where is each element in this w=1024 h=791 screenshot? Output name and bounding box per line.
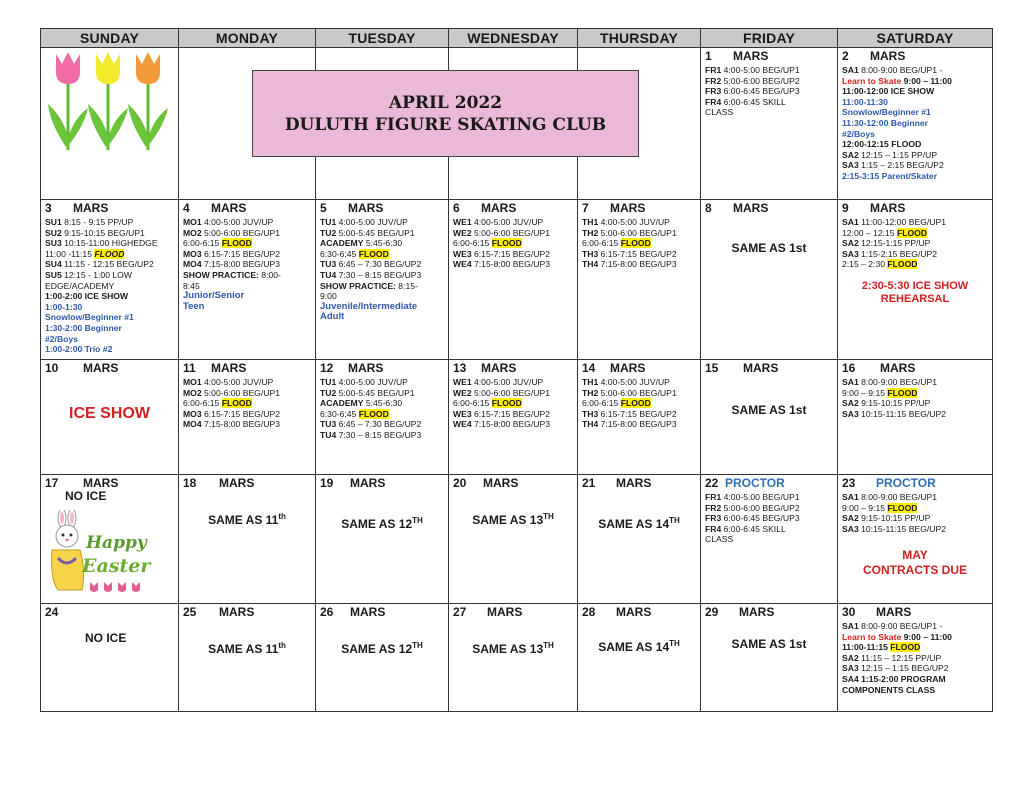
flood-highlight: FLOOD [94, 248, 125, 259]
rink-location: MARS [733, 201, 769, 215]
schedule-line: FR3 6:00-6:45 BEG/UP3 [705, 513, 800, 524]
day-number: 10 [45, 361, 59, 375]
weekday-tuesday: TUESDAY [316, 29, 449, 48]
rink-location: MARS [739, 605, 775, 619]
rink-location: MARS [610, 361, 646, 375]
schedule-line: FR4 6:00-6:45 SKILL [705, 96, 786, 107]
rink-location: MARS [350, 476, 386, 490]
schedule-line: FR2 5:00-6:00 BEG/UP2 [705, 502, 800, 513]
schedule-line: Snowlow/Beginner #1 [45, 312, 134, 323]
week-row-2 [41, 200, 993, 360]
rink-location: MARS [219, 605, 255, 619]
schedule-line: SA2 9:15-10:15 PP/UP [842, 398, 931, 409]
schedule-line: TU1 4:00-5:00 JUV/UP [320, 377, 408, 387]
schedule-line: WE1 4:00-5:00 JUV/UP [453, 377, 544, 387]
day-cell-apr-6 [449, 200, 578, 360]
schedule-line: TH1 4:00-5:00 JUV/UP [582, 377, 670, 387]
day-cell-apr-10 [41, 360, 179, 475]
day-number: 23 [842, 476, 856, 490]
day-cell-apr-9 [838, 200, 993, 360]
svg-text:Easter: Easter [82, 555, 151, 577]
schedule-line: SU3 10:15-11:00 HIGHEDGE [45, 238, 158, 249]
day-cell-apr-24 [41, 604, 179, 712]
schedule-line: SA2 12:15-1:15 PP/UP [842, 238, 931, 249]
schedule-line: SU1 8:15 - 9:15 PP/UP [45, 217, 134, 227]
schedule-line: SA4 1:15-2:00 PROGRAM [842, 673, 946, 684]
tulip-yellow [88, 52, 128, 150]
schedule-line: 6:00-6:15 FLOOD [453, 238, 522, 249]
rink-location: MARS [481, 361, 517, 375]
day-cell-apr-13 [449, 360, 578, 475]
schedule-line: TU2 5:00-5:45 BEG/UP1 [320, 227, 415, 238]
happy-easter-lettering: Happy [86, 533, 147, 553]
schedule-line: 11:30-12:00 Beginner [842, 117, 928, 128]
schedule-line: 9:00 [320, 291, 337, 302]
schedule-line: 2:15-3:15 Parent/Skater [842, 170, 938, 181]
rink-location: PROCTOR [725, 476, 785, 490]
schedule-line: FR3 6:00-6:45 BEG/UP3 [705, 86, 800, 97]
day-number: 22 [705, 476, 719, 490]
rink-location: MARS [487, 605, 523, 619]
day-number: 5 [320, 201, 327, 215]
day-number: 4 [183, 201, 190, 215]
day-number: 25 [183, 605, 197, 619]
day-cell-apr-14 [578, 360, 701, 475]
flood-highlight: FLOOD [620, 398, 651, 409]
rink-location: MARS [876, 605, 912, 619]
day-cell-apr-18 [179, 475, 316, 604]
schedule-line: TU4 7:30 – 8:15 BEG/UP3 [320, 269, 422, 280]
weekday-saturday: SATURDAY [838, 29, 993, 48]
schedule-line: Teen [183, 300, 205, 312]
day-number: 17 [45, 476, 59, 490]
day-number: 3 [45, 201, 52, 215]
rink-location: MARS [211, 361, 247, 375]
schedule-line: FR1 4:00-5:00 BEG/UP1 [705, 492, 800, 502]
day-cell-apr-29 [701, 604, 838, 712]
month-title: APRIL 2022 [388, 92, 503, 113]
day-number: 26 [320, 605, 334, 619]
schedule-line: TU4 7:30 – 8:15 BEG/UP3 [320, 429, 422, 440]
rink-location: PROCTOR [876, 476, 936, 490]
same-as-note: SAME AS 13TH [472, 512, 554, 527]
day-cell-apr-11 [179, 360, 316, 475]
day-cell-apr-4 [179, 200, 316, 360]
weekday-sunday: SUNDAY [41, 29, 179, 48]
same-as-note: SAME AS 1st [731, 637, 807, 651]
schedule-line: SA2 11:15 – 12:15 PP/UP [842, 652, 942, 663]
day-number: 14 [582, 361, 596, 375]
tulips-image [44, 46, 174, 152]
schedule-line: 11:00 -11:15 FLOOD [45, 248, 125, 259]
schedule-line: 11:00-12:00 ICE SHOW [842, 86, 935, 97]
schedule-line: Learn to Skate 9:00 – 11:00 [842, 631, 952, 642]
rink-location: MARS [348, 361, 384, 375]
day-cell-apr-1 [701, 48, 838, 200]
day-number: 9 [842, 201, 849, 215]
schedule-line: TU3 6:45 – 7:30 BEG/UP2 [320, 259, 422, 270]
day-number: 20 [453, 476, 467, 490]
day-cell-apr-26 [316, 604, 449, 712]
schedule-line: TU3 6:45 – 7:30 BEG/UP2 [320, 419, 422, 430]
same-as-note: SAME AS 11th [208, 512, 286, 527]
schedule-line: TH2 5:00-6:00 BEG/UP1 [582, 227, 677, 238]
schedule-line: MO3 6:15-7:15 BEG/UP2 [183, 408, 280, 419]
schedule-line: 9:00 – 9:15 FLOOD [842, 502, 918, 513]
calendar-title-banner [252, 70, 639, 157]
schedule-line: 1:30-2:00 Beginner [45, 322, 122, 333]
rink-location: MARS [481, 201, 517, 215]
tulip-row [90, 582, 140, 592]
day-cell-apr-30 [838, 604, 993, 712]
schedule-line: WE4 7:15-8:00 BEG/UP3 [453, 259, 550, 270]
day-cell-apr-2 [838, 48, 993, 200]
schedule-line: ACADEMY 5:45-6:30 [320, 398, 403, 409]
schedule-line: SU5 12:15 - 1:00 LOW [45, 269, 132, 280]
schedule-line: 11:00-11:15 FLOOD [842, 642, 921, 653]
flood-highlight: FLOOD [896, 227, 928, 238]
schedule-line: MO1 4:00-5:00 JUV/UP [183, 217, 274, 227]
schedule-line: WE3 6:15-7:15 BEG/UP2 [453, 408, 550, 419]
schedule-line: Learn to Skate 9:00 – 11:00 [842, 75, 952, 86]
tulip-orange [128, 52, 168, 150]
day-number: 28 [582, 605, 596, 619]
schedule-line: COMPONENTS CLASS [842, 684, 936, 695]
day-cell-apr-15 [701, 360, 838, 475]
day-cell-apr-16 [838, 360, 993, 475]
weekday-header-row [41, 29, 993, 48]
rink-location: MARS [743, 361, 779, 375]
rink-location: MARS [870, 49, 906, 63]
rink-location: MARS [880, 361, 916, 375]
weekday-monday: MONDAY [179, 29, 316, 48]
day-cell-apr-25 [179, 604, 316, 712]
rink-location: MARS [211, 201, 247, 215]
day-number: 7 [582, 201, 589, 215]
day-cell-apr-28 [578, 604, 701, 712]
day-number: 8 [705, 201, 712, 215]
schedule-line: 1:00-2:00 Trio #2 [45, 344, 113, 355]
schedule-line: Juvenile/Intermediate [320, 300, 418, 312]
schedule-line: MO4 7:15-8:00 BEG/UP3 [183, 259, 280, 270]
schedule-line: 11:00-11:30 [842, 96, 888, 107]
schedule-line: 6:30-6:45 FLOOD [320, 248, 389, 259]
rink-location: MARS [350, 605, 386, 619]
day-number: 27 [453, 605, 467, 619]
day-number: 21 [582, 476, 596, 490]
flood-highlight: FLOOD [358, 248, 389, 259]
day-number: 19 [320, 476, 334, 490]
schedule-line: SU2 9:15-10:15 BEG/UP1 [45, 227, 145, 238]
schedule-line: Snowlow/Beginner #1 [842, 107, 931, 118]
contracts-due-note: MAY CONTRACTS DUE [863, 548, 967, 578]
rink-location: MARS [616, 476, 652, 490]
schedule-line: SA3 10:15-11:15 BEG/UP2 [842, 408, 946, 419]
day-number: 6 [453, 201, 460, 215]
schedule-line: 12:00 – 12:15 FLOOD [842, 227, 928, 238]
schedule-line: #2/Boys [842, 128, 875, 139]
same-as-note: SAME AS 1st [731, 403, 807, 417]
same-as-note: SAME AS 1st [731, 241, 807, 255]
day-number: 11 [183, 361, 196, 375]
no-ice-note: NO ICE [85, 631, 127, 645]
schedule-line: SA1 8:00-9:00 BEG/UP1 [842, 492, 938, 502]
rink-location: MARS [83, 476, 119, 490]
rink-location: MARS [733, 49, 769, 63]
schedule-line: FR1 4:00-5:00 BEG/UP1 [705, 65, 800, 75]
rink-location: MARS [616, 605, 652, 619]
flood-highlight: FLOOD [491, 398, 522, 409]
no-ice-note: NO ICE [65, 489, 107, 503]
schedule-line: FR2 5:00-6:00 BEG/UP2 [705, 75, 800, 86]
schedule-line: Junior/Senior [183, 290, 245, 302]
schedule-line: SA2 12:15 – 1:15 PP/UP [842, 149, 938, 160]
week-row-3 [41, 360, 993, 475]
flood-highlight: FLOOD [358, 408, 389, 419]
day-cell-apr-23 [838, 475, 993, 604]
schedule-line: MO4 7:15-8:00 BEG/UP3 [183, 419, 280, 430]
flood-highlight: FLOOD [491, 238, 522, 249]
schedule-line: WE2 5:00-6:00 BEG/UP1 [453, 387, 550, 398]
same-as-note: SAME AS 14TH [598, 516, 680, 531]
rink-location: MARS [610, 201, 646, 215]
schedule-line: 9:00 – 9:15 FLOOD [842, 387, 918, 398]
weekday-thursday: THURSDAY [578, 29, 701, 48]
same-as-note: SAME AS 14TH [598, 639, 680, 654]
rehearsal-note: 2:30-5:30 ICE SHOW REHEARSAL [861, 279, 969, 305]
schedule-line: SHOW PRACTICE: 8:15- [320, 280, 418, 291]
schedule-line: 1:00-2:00 ICE SHOW [45, 291, 129, 302]
same-as-note: SAME AS 11th [208, 641, 286, 656]
schedule-line: TH2 5:00-6:00 BEG/UP1 [582, 387, 677, 398]
rink-location: MARS [348, 201, 384, 215]
schedule-line: TH3 6:15-7:15 BEG/UP2 [582, 408, 677, 419]
weekday-wednesday: WEDNESDAY [449, 29, 578, 48]
schedule-line: 1:00-1:30 [45, 301, 83, 312]
day-cell-apr-21 [578, 475, 701, 604]
rink-location: MARS [73, 201, 109, 215]
day-number: 18 [183, 476, 197, 490]
schedule-line: 6:00-6:15 FLOOD [582, 238, 651, 249]
schedule-line: SA3 12:15 – 1:15 BEG/UP2 [842, 663, 949, 674]
day-cell-apr-12 [316, 360, 449, 475]
schedule-line: 12:00-12:15 FLOOD [842, 139, 922, 150]
week-row-4 [41, 475, 993, 604]
day-cell-apr-3 [41, 200, 179, 360]
schedule-line: SA1 11:00-12:00 BEG/UP1 [842, 217, 946, 227]
schedule-line: 6:00-6:15 FLOOD [453, 398, 522, 409]
schedule-line: Adult [320, 311, 345, 323]
day-cell-apr-27 [449, 604, 578, 712]
day-cell-apr-5 [316, 200, 449, 360]
schedule-line: TH3 6:15-7:15 BEG/UP2 [582, 248, 677, 259]
day-cell-apr-19 [316, 475, 449, 604]
flood-highlight: FLOOD [221, 238, 252, 249]
schedule-line: #2/Boys [45, 333, 78, 344]
day-number: 24 [45, 605, 59, 619]
same-as-note: SAME AS 12TH [341, 516, 423, 531]
day-number: 13 [453, 361, 467, 375]
rink-location: MARS [870, 201, 906, 215]
flood-highlight: FLOOD [221, 398, 252, 409]
schedule-line: TU2 5:00-5:45 BEG/UP1 [320, 387, 415, 398]
week-row-5 [41, 604, 993, 712]
schedule-line: SA1 8:00-9:00 BEG/UP1 - [842, 65, 943, 75]
schedule-line: TH4 7:15-8:00 BEG/UP3 [582, 259, 677, 270]
schedule-line: MO2 5:00-6:00 BEG/UP1 [183, 387, 280, 398]
schedule-line: MO3 6:15-7:15 BEG/UP2 [183, 248, 280, 259]
schedule-line: 6:00-6:15 FLOOD [183, 238, 252, 249]
weekday-friday: FRIDAY [701, 29, 838, 48]
schedule-line: WE3 6:15-7:15 BEG/UP2 [453, 248, 550, 259]
day-number: 1 [705, 49, 712, 63]
schedule-line: WE1 4:00-5:00 JUV/UP [453, 217, 544, 227]
day-cell-apr-20 [449, 475, 578, 604]
schedule-line: TU1 4:00-5:00 JUV/UP [320, 217, 408, 227]
schedule-line: SA3 1:15-2:15 BEG/UP2 [842, 248, 938, 259]
flood-highlight: FLOOD [890, 642, 921, 653]
schedule-line: 6:00-6:15 FLOOD [183, 398, 252, 409]
schedule-line: TH4 7:15-8:00 BEG/UP3 [582, 419, 677, 430]
schedule-line: SA3 1:15 – 2:15 BEG/UP2 [842, 160, 944, 171]
schedule-line: CLASS [705, 107, 734, 118]
flood-highlight: FLOOD [620, 238, 651, 249]
flood-highlight: FLOOD [887, 259, 918, 270]
day-number: 30 [842, 605, 856, 619]
day-cell-apr-22 [701, 475, 838, 604]
schedule-line: SU4 11:15 - 12:15 BEG/UP2 [45, 259, 154, 270]
rink-location: MARS [83, 361, 119, 375]
schedule-line: 6:30-6:45 FLOOD [320, 408, 389, 419]
ice-show-note: ICE SHOW [69, 405, 150, 422]
schedule-line: SA3 10:15-11:15 BEG/UP2 [842, 523, 946, 534]
day-number: 16 [842, 361, 856, 375]
schedule-line: FR4 6:00-6:45 SKILL [705, 523, 786, 534]
same-as-note: SAME AS 12TH [341, 641, 423, 656]
schedule-line: MO2 5:00-6:00 BEG/UP1 [183, 227, 280, 238]
day-number: 2 [842, 49, 849, 63]
schedule-line: WE2 5:00-6:00 BEG/UP1 [453, 227, 550, 238]
schedule-line: 8:45 [183, 280, 200, 291]
schedule-line: CLASS [705, 534, 734, 545]
day-number: 12 [320, 361, 334, 375]
schedule-line: MO1 4:00-5:00 JUV/UP [183, 377, 274, 387]
schedule-line: SA2 9:15-10:15 PP/UP [842, 513, 931, 524]
schedule-line: SA1 8:00-9:00 BEG/UP1 [842, 377, 938, 387]
day-number: 29 [705, 605, 719, 619]
rink-location: MARS [483, 476, 519, 490]
schedule-line: EDGE/ACADEMY [45, 280, 115, 291]
flood-highlight: FLOOD [887, 387, 918, 398]
tulip-pink [48, 52, 88, 150]
schedule-line: WE4 7:15-8:00 BEG/UP3 [453, 419, 550, 430]
schedule-line: 6:00-6:15 FLOOD [582, 398, 651, 409]
same-as-note: SAME AS 13TH [472, 641, 554, 656]
schedule-line: ACADEMY 5:45-6:30 [320, 238, 403, 249]
schedule-line: TH1 4:00-5:00 JUV/UP [582, 217, 670, 227]
day-number: 15 [705, 361, 719, 375]
club-title: DULUTH FIGURE SKATING CLUB [284, 114, 607, 135]
schedule-line: SA1 8:00-9:00 BEG/UP1 - [842, 621, 943, 631]
rink-location: MARS [219, 476, 255, 490]
schedule-line: 2:15 – 2:30 FLOOD [842, 259, 918, 270]
flood-highlight: FLOOD [887, 502, 918, 513]
happy-easter-image [42, 510, 154, 596]
day-cell-apr-7 [578, 200, 701, 360]
schedule-line: SHOW PRACTICE: 8:00- [183, 269, 281, 280]
day-cell-apr-8 [701, 200, 838, 360]
